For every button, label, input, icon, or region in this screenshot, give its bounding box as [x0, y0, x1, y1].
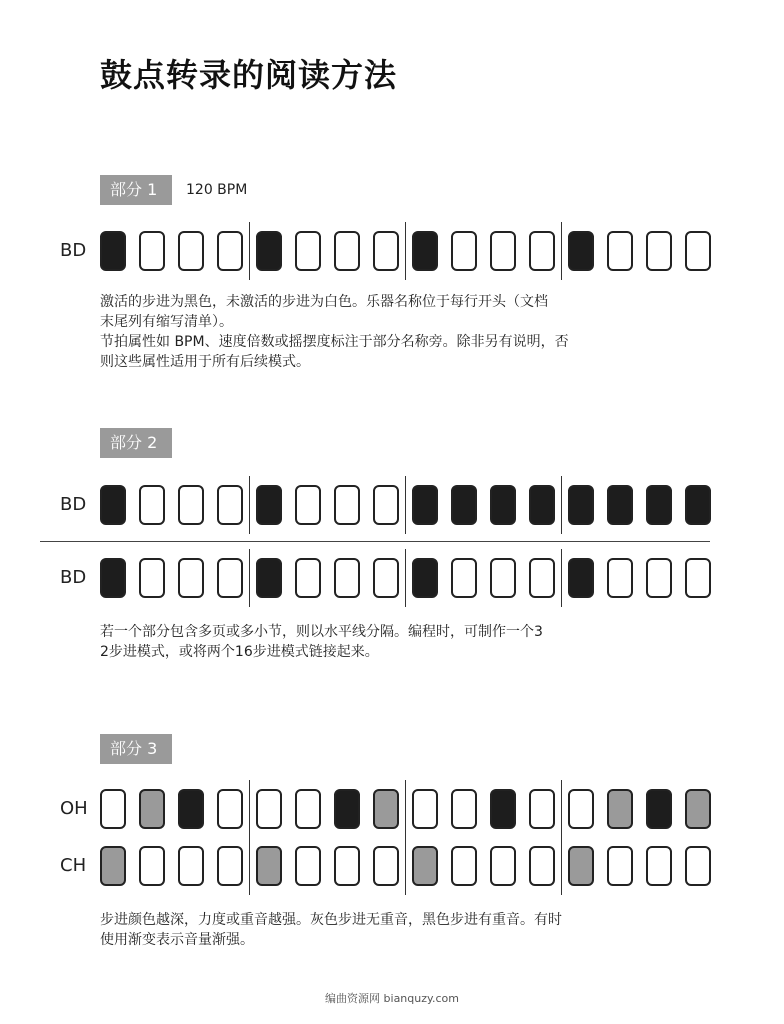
step-cell — [217, 231, 243, 271]
step-cell — [685, 485, 711, 525]
step-cell — [529, 789, 555, 829]
watermark-text: 编曲资源网 bianquzy.com — [325, 992, 459, 1005]
text-line: 若一个部分包含多页或多小节，则以水平线分隔。编程时，可制作一个3 — [100, 624, 543, 640]
beat-divider — [249, 222, 250, 280]
step-cell — [412, 558, 438, 598]
step-cell — [490, 558, 516, 598]
beat-divider — [561, 837, 562, 895]
step-cell — [256, 789, 282, 829]
step-cell — [217, 789, 243, 829]
beat-divider — [249, 837, 250, 895]
step-cell — [100, 558, 126, 598]
step-cell — [451, 558, 477, 598]
beat-divider — [405, 476, 406, 534]
text-line: 则这些属性适用于所有后续模式。 — [100, 354, 310, 370]
step-cell — [295, 558, 321, 598]
step-cell — [334, 558, 360, 598]
beat-divider — [561, 222, 562, 280]
step-cell — [334, 846, 360, 886]
step-cell — [412, 485, 438, 525]
step-cell — [295, 485, 321, 525]
step-cell — [256, 846, 282, 886]
text-line: 激活的步进为黑色，未激活的步进为白色。乐器名称位于每行开头（文档 — [100, 294, 548, 310]
step-cell — [568, 558, 594, 598]
step-cell — [217, 485, 243, 525]
step-row — [100, 476, 711, 534]
text-line: 步进颜色越深，力度或重音越强。灰色步进无重音，黑色步进有重音。有时 — [100, 912, 562, 928]
step-cell — [568, 485, 594, 525]
step-cell — [490, 789, 516, 829]
step-cell — [373, 846, 399, 886]
step-row — [100, 780, 711, 838]
track-label: OH — [60, 798, 88, 819]
step-cell — [178, 558, 204, 598]
step-cell — [529, 846, 555, 886]
step-cell — [256, 231, 282, 271]
text-line: 使用渐变表示音量渐强。 — [100, 932, 254, 948]
step-cell — [568, 789, 594, 829]
step-cell — [178, 485, 204, 525]
step-cell — [139, 485, 165, 525]
step-cell — [334, 231, 360, 271]
step-cell — [607, 789, 633, 829]
step-cell — [139, 789, 165, 829]
step-cell — [490, 485, 516, 525]
step-cell — [607, 485, 633, 525]
step-cell — [256, 485, 282, 525]
step-cell — [646, 231, 672, 271]
track-label: BD — [60, 494, 87, 515]
section-3-description — [100, 910, 700, 950]
step-cell — [685, 846, 711, 886]
step-cell — [451, 846, 477, 886]
beat-divider — [249, 780, 250, 838]
beat-divider — [249, 549, 250, 607]
step-cell — [295, 231, 321, 271]
section-1-tag: 部分 1 — [100, 175, 172, 205]
step-cell — [568, 846, 594, 886]
step-row — [100, 222, 711, 280]
track-label: BD — [60, 567, 87, 588]
section-3-tag: 部分 3 — [100, 734, 172, 764]
step-cell — [178, 789, 204, 829]
step-cell — [412, 789, 438, 829]
step-cell — [607, 231, 633, 271]
step-cell — [412, 231, 438, 271]
step-cell — [490, 231, 516, 271]
step-cell — [100, 231, 126, 271]
page-separator-line — [40, 541, 710, 542]
step-cell — [100, 485, 126, 525]
text-line: 末尾列有缩写清单）。 — [100, 314, 233, 330]
beat-divider — [405, 549, 406, 607]
step-cell — [295, 846, 321, 886]
step-cell — [451, 485, 477, 525]
beat-divider — [561, 476, 562, 534]
step-cell — [646, 789, 672, 829]
step-cell — [178, 231, 204, 271]
beat-divider — [561, 780, 562, 838]
step-cell — [568, 231, 594, 271]
step-cell — [412, 846, 438, 886]
section-1-description — [100, 292, 700, 372]
text-line: 2步进模式，或将两个16步进模式链接起来。 — [100, 644, 379, 660]
step-cell — [451, 231, 477, 271]
step-cell — [685, 231, 711, 271]
step-cell — [100, 846, 126, 886]
step-cell — [373, 789, 399, 829]
step-cell — [295, 789, 321, 829]
page-title: 鼓点转录的阅读方法 — [100, 56, 398, 94]
step-cell — [139, 558, 165, 598]
track-label: CH — [60, 855, 87, 876]
beat-divider — [249, 476, 250, 534]
beat-divider — [405, 222, 406, 280]
step-row — [100, 549, 711, 607]
beat-divider — [561, 549, 562, 607]
text-line: 节拍属性如 BPM、速度倍数或摇摆度标注于部分名称旁。除非另有说明，否 — [100, 334, 569, 350]
step-cell — [685, 789, 711, 829]
step-cell — [334, 789, 360, 829]
section-2-description — [100, 622, 700, 662]
step-cell — [529, 558, 555, 598]
section-1-bpm: 120 BPM — [186, 182, 248, 198]
step-cell — [373, 231, 399, 271]
step-cell — [490, 846, 516, 886]
step-row — [100, 837, 711, 895]
step-cell — [139, 846, 165, 886]
step-cell — [685, 558, 711, 598]
step-cell — [100, 789, 126, 829]
step-cell — [646, 846, 672, 886]
step-cell — [139, 231, 165, 271]
step-cell — [646, 485, 672, 525]
beat-divider — [405, 780, 406, 838]
step-cell — [217, 558, 243, 598]
track-label: BD — [60, 240, 87, 261]
beat-divider — [405, 837, 406, 895]
step-cell — [646, 558, 672, 598]
step-cell — [529, 231, 555, 271]
step-cell — [529, 485, 555, 525]
step-cell — [373, 485, 399, 525]
step-cell — [178, 846, 204, 886]
step-cell — [451, 789, 477, 829]
step-cell — [373, 558, 399, 598]
step-cell — [217, 846, 243, 886]
step-cell — [607, 846, 633, 886]
step-cell — [334, 485, 360, 525]
section-2-tag: 部分 2 — [100, 428, 172, 458]
step-cell — [256, 558, 282, 598]
step-cell — [607, 558, 633, 598]
